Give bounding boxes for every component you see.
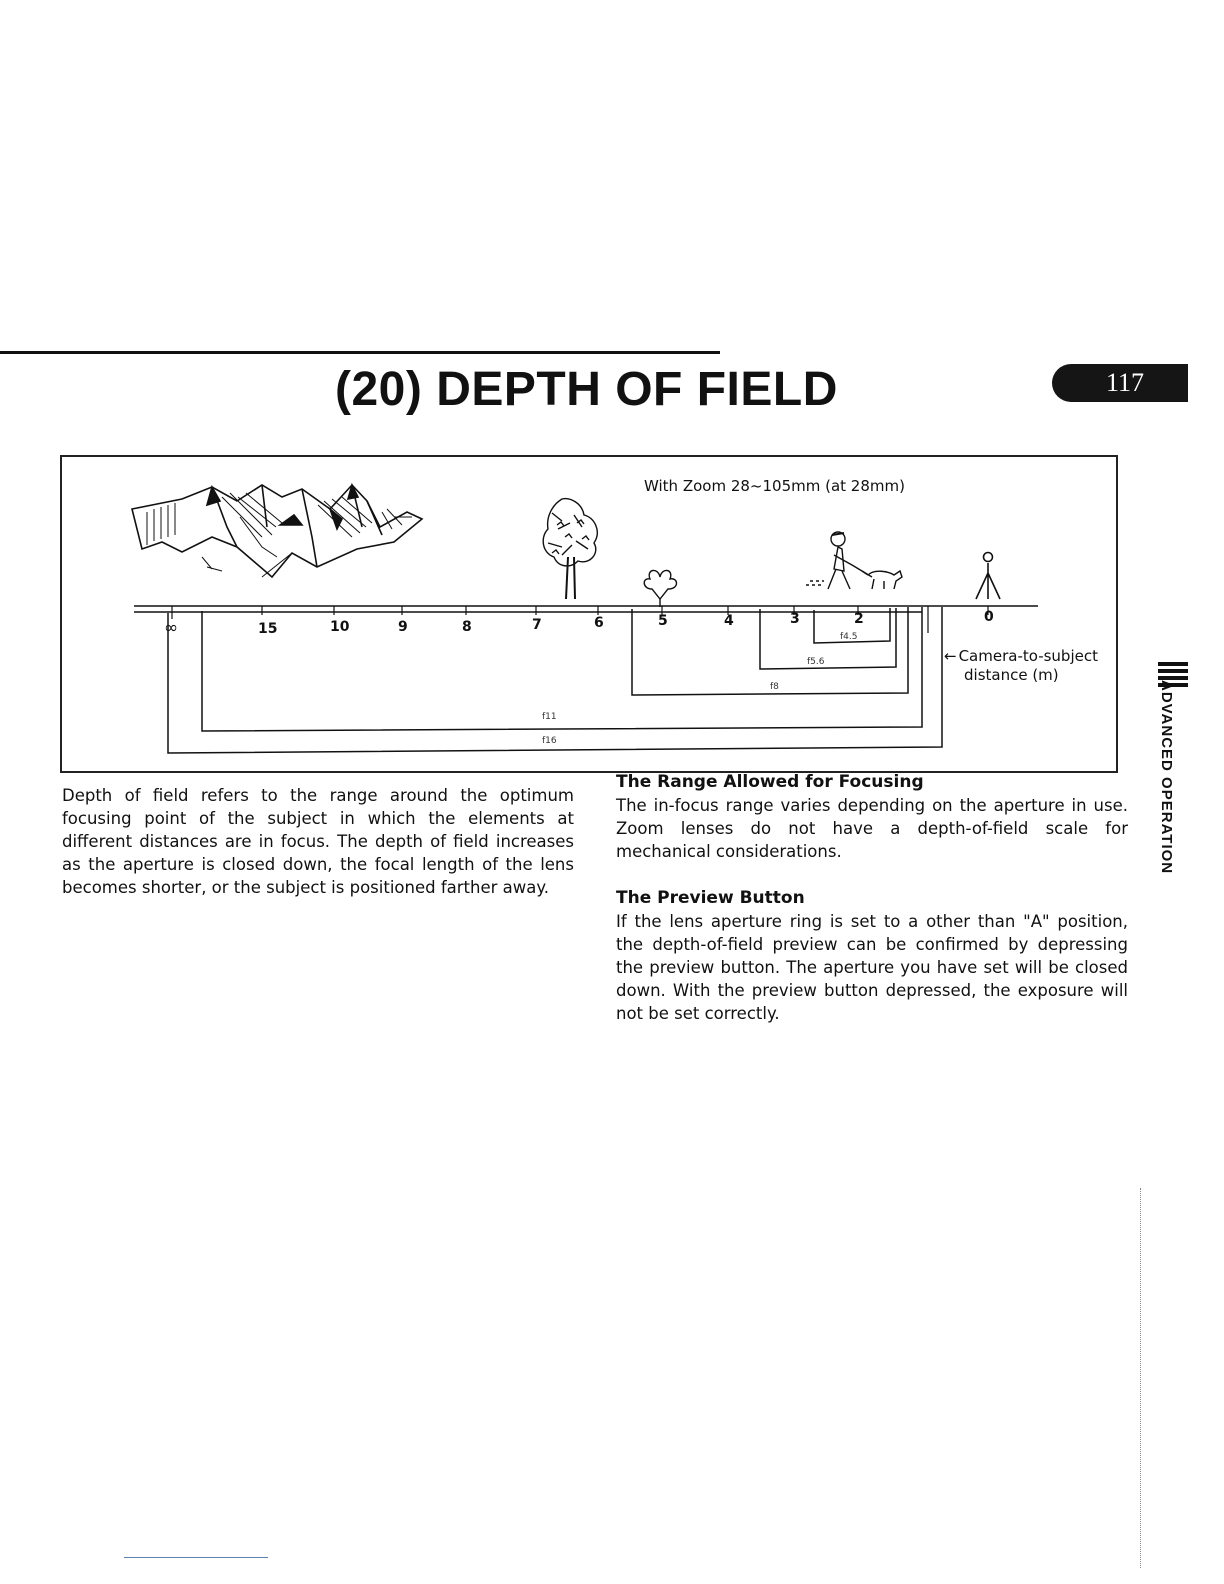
tick-label-8: 8 <box>462 619 472 635</box>
aperture-brackets <box>168 607 942 753</box>
distance-label-line2: distance (m) <box>964 666 1059 684</box>
aperture-label-f16: f16 <box>542 736 557 746</box>
arrow-left-icon: ← <box>944 647 957 665</box>
aperture-label-f8: f8 <box>770 682 779 692</box>
tree-illustration <box>543 499 597 599</box>
scale-tick-marks <box>172 606 988 633</box>
mountains-illustration <box>132 485 422 577</box>
focusing-range-heading: The Range Allowed for Focusing <box>616 772 924 792</box>
distance-axis-label <box>944 647 1098 685</box>
flower-illustration <box>644 570 676 607</box>
tick-label-15: 15 <box>258 621 278 637</box>
tick-label-4: 4 <box>724 613 734 629</box>
figure-caption: With Zoom 28~105mm (at 28mm) <box>644 477 905 495</box>
depth-of-field-figure <box>60 455 1118 773</box>
intro-paragraph: Depth of field refers to the range around the optimum focusing point of the subject in which the elements at different distances are in focus. The depth of field increases as the aperture is closed down, the focal length of the lens becomes shorter, or the subject is positioned farther away. <box>62 786 574 897</box>
page-title: (20) DEPTH OF FIELD <box>335 363 838 416</box>
page-edge-line <box>1140 1188 1141 1568</box>
section-side-label: ADVANCED OPERATION <box>1158 680 1175 875</box>
footer-rule <box>124 1557 268 1558</box>
tick-label-5: 5 <box>658 613 668 629</box>
tick-label-7: 7 <box>532 617 542 633</box>
tick-label-infinity: ∞ <box>164 618 179 638</box>
tick-label-6: 6 <box>594 615 604 631</box>
tick-label-10: 10 <box>330 619 350 635</box>
aperture-label-f11: f11 <box>542 712 557 722</box>
tick-label-3: 3 <box>790 611 800 627</box>
tick-label-0: 0 <box>984 609 994 625</box>
details-column <box>616 771 1128 1025</box>
bracket-f5-6 <box>760 608 896 669</box>
intro-column <box>62 784 574 899</box>
aperture-label-f5-6: f5.6 <box>807 657 825 667</box>
aperture-label-f4-5: f4.5 <box>840 632 858 642</box>
distance-label-line1: Camera-to-subject <box>958 647 1098 665</box>
preview-button-paragraph: If the lens aperture ring is set to a other than "A" position, the depth-of-field preview can be confirmed by depressing the preview button. The aperture you have set will be closed down. With the preview button depressed, the exposure will not be set correctly. <box>616 912 1128 1023</box>
tick-label-2: 2 <box>854 611 864 627</box>
person-with-dog-illustration <box>806 532 902 589</box>
tick-label-9: 9 <box>398 619 408 635</box>
header-rule <box>0 351 720 354</box>
focusing-range-paragraph: The in-focus range varies depending on the aperture in use. Zoom lenses do not have a depth-of-field scale for mechanical considerations. <box>616 796 1128 861</box>
depth-of-field-illustration <box>62 457 1120 775</box>
preview-button-heading: The Preview Button <box>616 888 805 908</box>
page-number-tab: 117 <box>1052 364 1188 402</box>
tripod-camera-illustration <box>976 553 1000 600</box>
